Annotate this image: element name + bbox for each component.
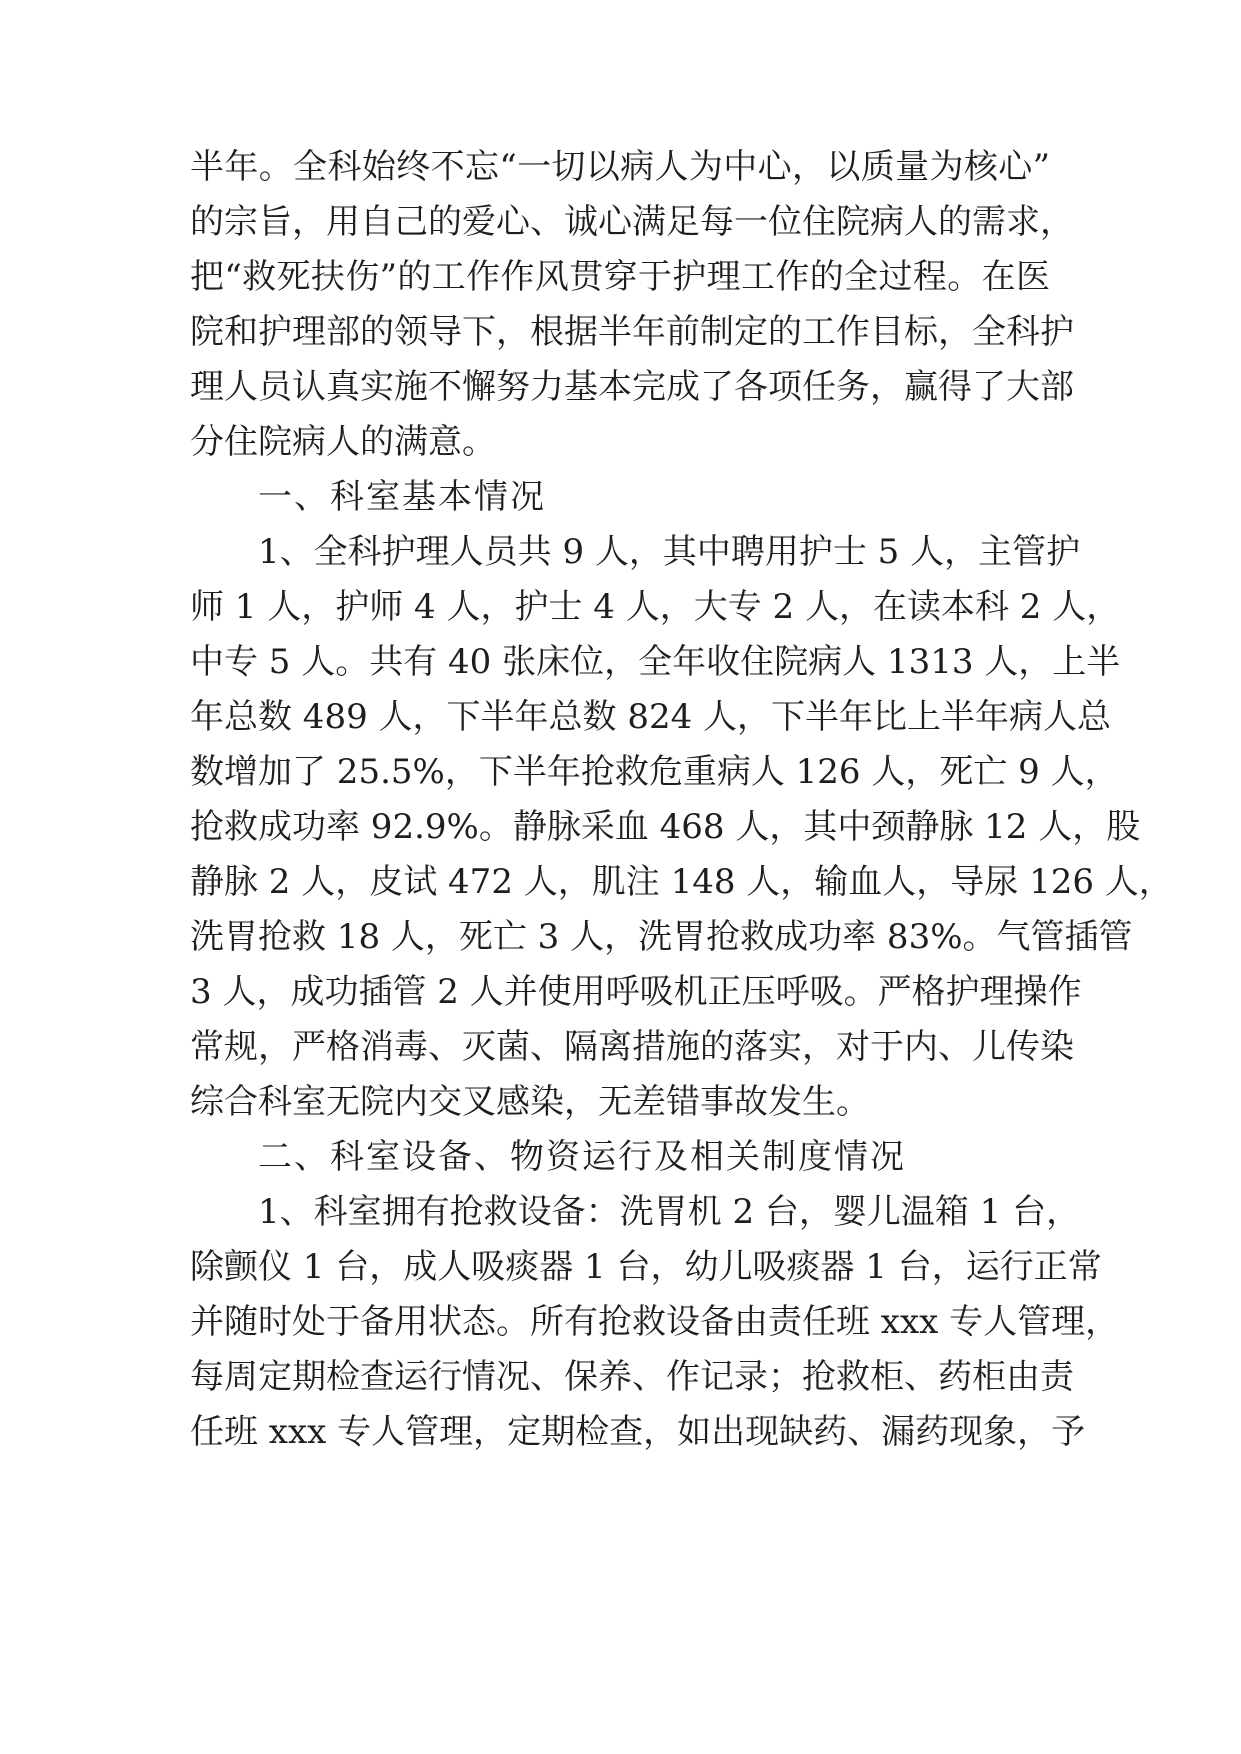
text-line: 常规，严格消毒、灭菌、隔离措施的落实，对于内、儿传染 [190, 1027, 1074, 1067]
text-line: 抢救成功率 92.9%。静脉采血 468 人，其中颈静脉 12 人，股 [190, 807, 1141, 847]
text-line: 师 1 人，护师 4 人，护士 4 人，大专 2 人，在读本科 2 人， [190, 587, 1121, 627]
text-line: 的宗旨，用自己的爱心、诚心满足每一位住院病人的需求， [190, 202, 1074, 242]
text-line: 年总数 489 人，下半年总数 824 人，下半年比上半年病人总 [190, 697, 1112, 737]
text-line: 除颤仪 1 台，成人吸痰器 1 台，幼儿吸痰器 1 台，运行正常 [190, 1247, 1102, 1287]
section-heading: 一、科室基本情况 [258, 477, 546, 517]
text-line: 每周定期检查运行情况、保养、作记录；抢救柜、药柜由责 [190, 1357, 1074, 1397]
text-line: 数增加了 25.5%，下半年抢救危重病人 126 人，死亡 9 人， [190, 752, 1119, 792]
text-line: 洗胃抢救 18 人，死亡 3 人，洗胃抢救成功率 83%。气管插管 [190, 917, 1133, 957]
section-heading: 二、科室设备、物资运行及相关制度情况 [258, 1137, 906, 1177]
text-line: 院和护理部的领导下，根据半年前制定的工作目标，全科护 [190, 312, 1074, 352]
text-line: 理人员认真实施不懈努力基本完成了各项任务，赢得了大部 [190, 367, 1074, 407]
text-line: 半年。全科始终不忘“一切以病人为中心，以质量为核心” [190, 147, 1050, 187]
text-line: 中专 5 人。共有 40 张床位，全年收住院病人 1313 人，上半 [190, 642, 1121, 682]
text-line: 3 人，成功插管 2 人并使用呼吸机正压呼吸。严格护理操作 [190, 972, 1082, 1012]
text-line: 任班 xxx 专人管理，定期检查，如出现缺药、漏药现象，予 [190, 1412, 1086, 1452]
text-line: 分住院病人的满意。 [190, 422, 496, 462]
text-line: 综合科室无院内交叉感染，无差错事故发生。 [190, 1082, 870, 1122]
text-line: 并随时处于备用状态。所有抢救设备由责任班 xxx 专人管理， [190, 1302, 1120, 1342]
text-line: 静脉 2 人，皮试 472 人，肌注 148 人，输血人，导尿 126 人， [190, 862, 1173, 902]
text-line: 1、科室拥有抢救设备：洗胃机 2 台，婴儿温箱 1 台， [258, 1192, 1081, 1232]
text-line: 1、全科护理人员共 9 人，其中聘用护士 5 人，主管护 [258, 532, 1081, 572]
text-line: 把“救死扶伤”的工作作风贯穿于护理工作的全过程。在医 [190, 257, 1050, 297]
